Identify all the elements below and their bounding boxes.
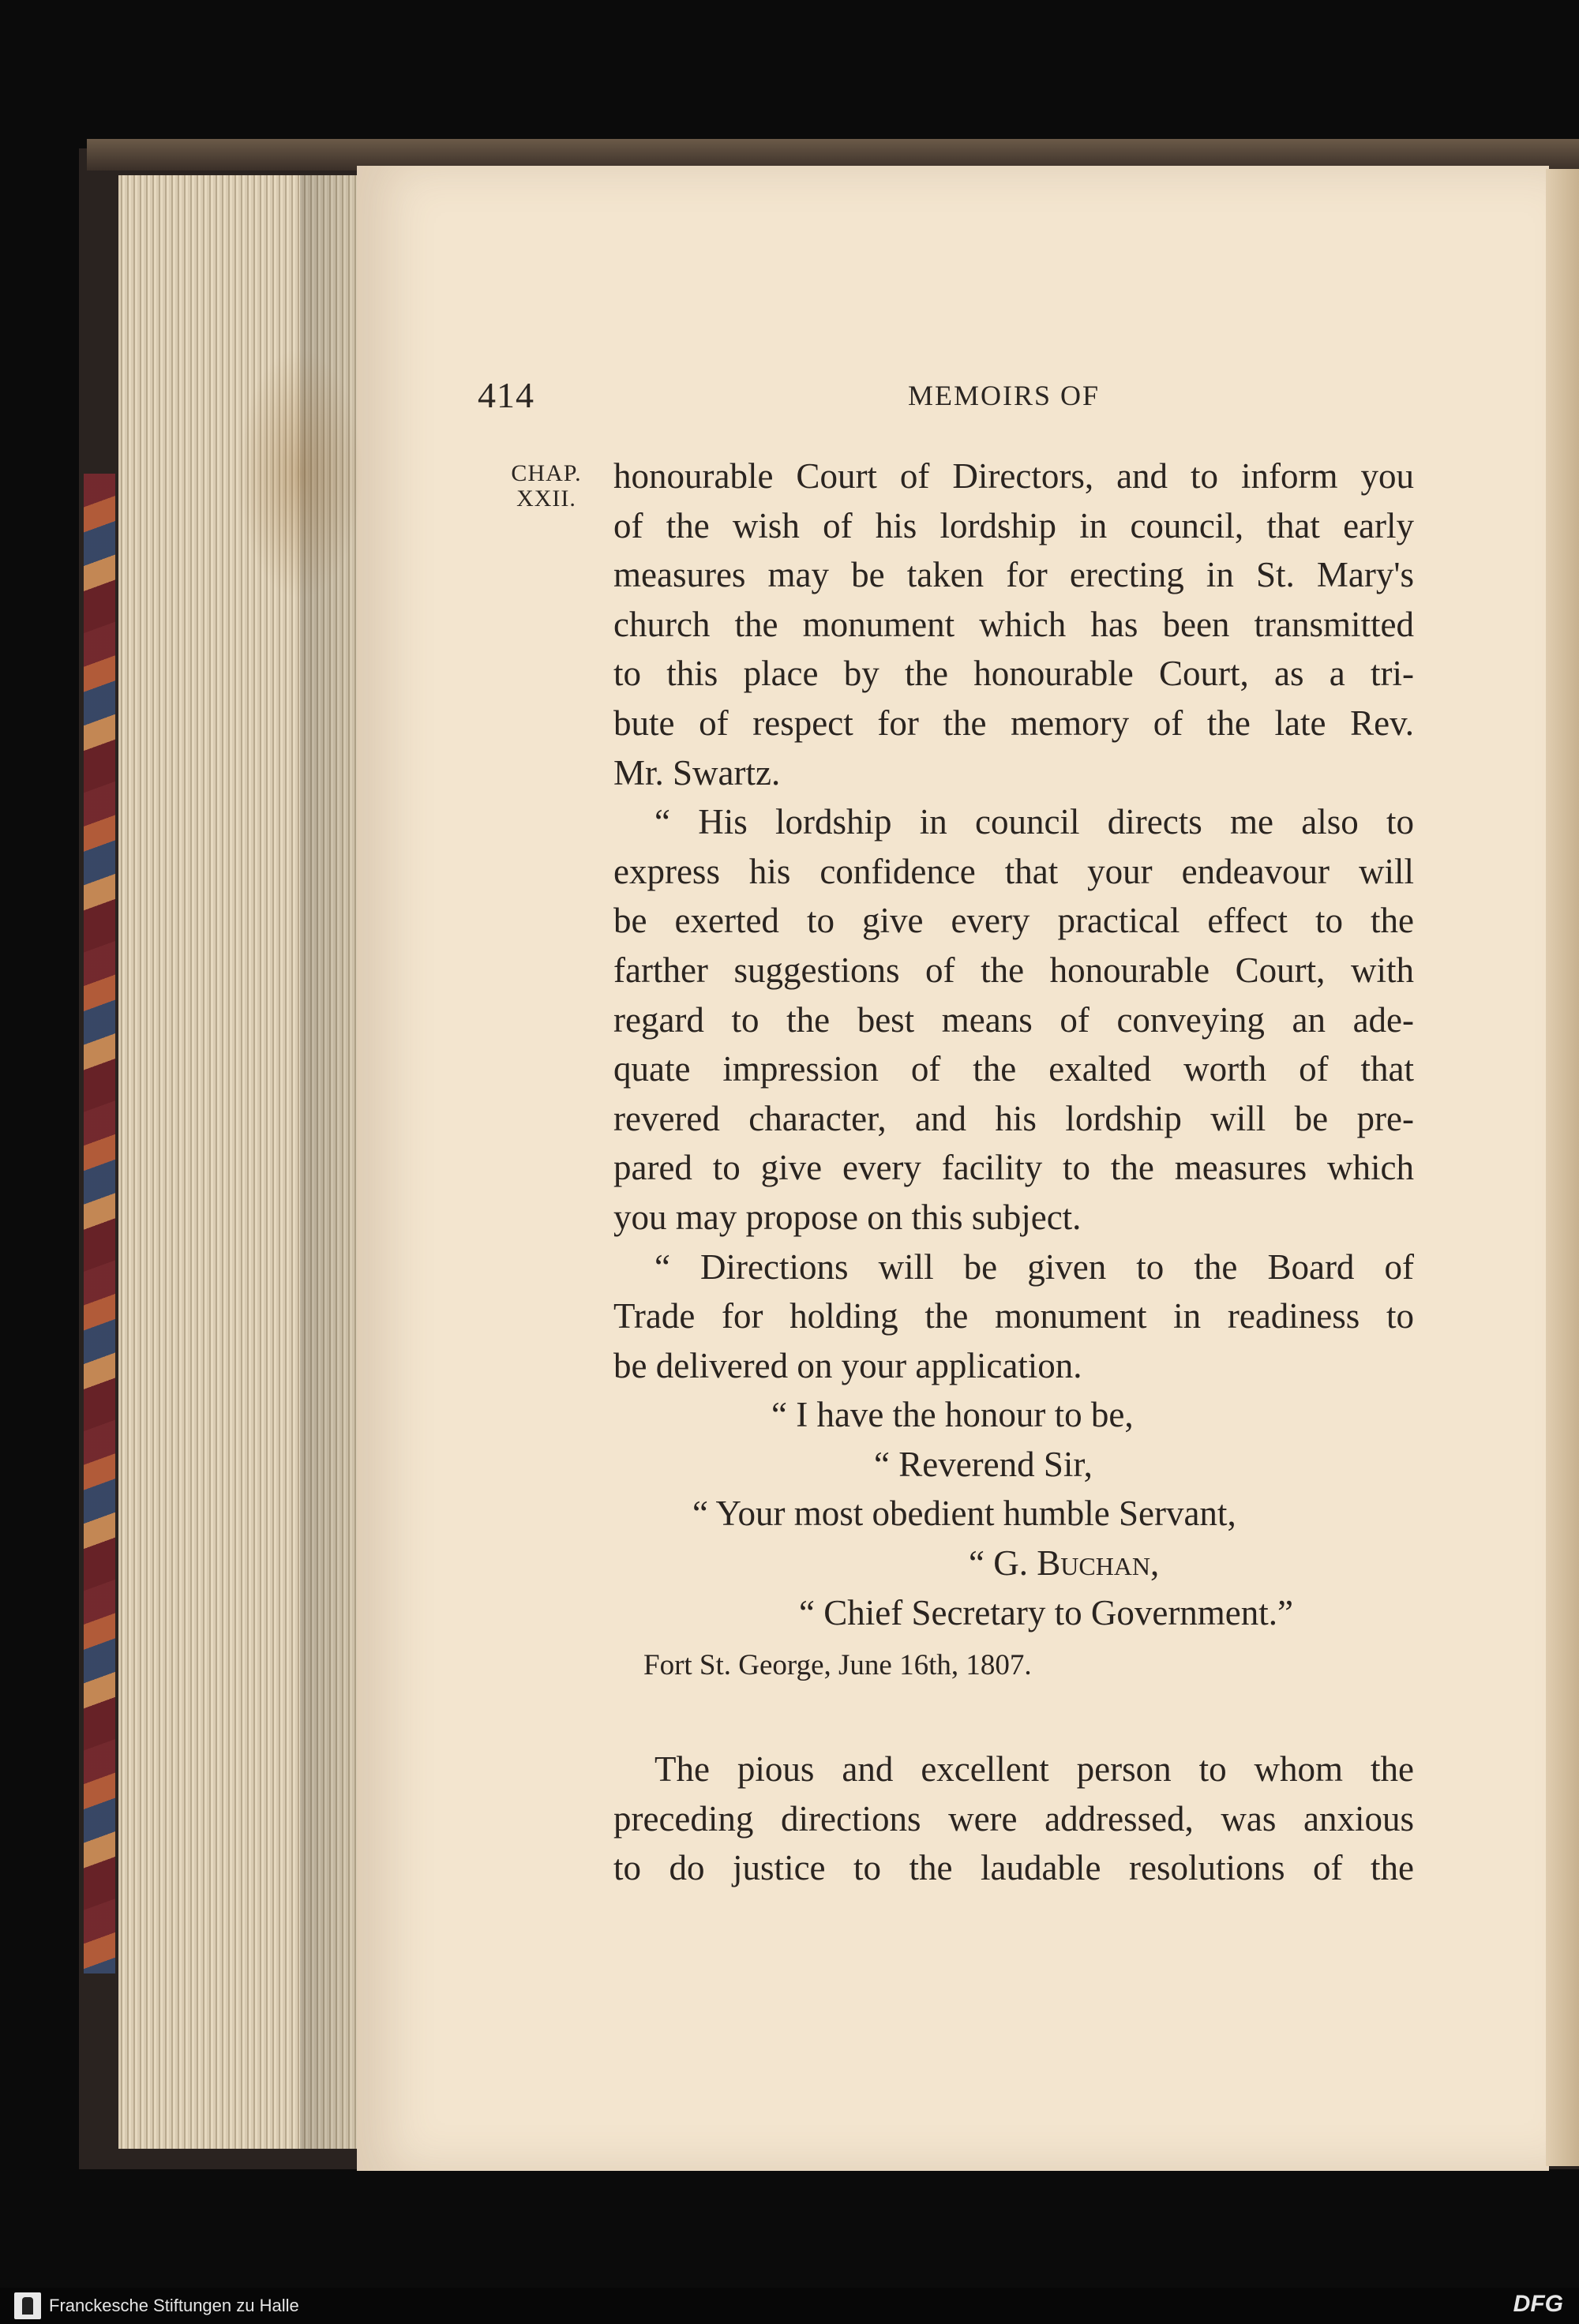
text-line: pared to give every facility to the measures which — [613, 1148, 1414, 1188]
running-head — [0, 374, 1579, 422]
text-line: express his confidence that your endeavour will — [613, 851, 1414, 891]
text-line: measures may be taken for erecting in St. Mary's — [613, 555, 1414, 595]
chapter-number: XXII. — [516, 485, 576, 512]
closing-paragraph — [613, 1745, 1414, 1893]
dateline: Fort St. George, June 16th, 1807. — [643, 1649, 1032, 1681]
text-line: be delivered on your application. — [613, 1345, 1082, 1385]
text-line: quate impression of the exalted worth of that — [613, 1049, 1414, 1089]
text-line: preceding directions were addressed, was anxious — [613, 1798, 1414, 1839]
signature-title: “ Chief Secretary to Government.” — [799, 1592, 1294, 1632]
text-line: Mr. Swartz. — [613, 752, 781, 793]
running-head-title: MEMOIRS OF — [908, 380, 1101, 411]
signature-line: “ Your most obedient humble Servant, — [692, 1494, 1236, 1534]
marbled-endpaper — [84, 474, 115, 1974]
text-line: you may propose on this subject. — [613, 1197, 1082, 1237]
text-line: of the wish of his lordship in council, that early — [613, 505, 1414, 545]
text-line: Trade for holding the monument in readiness to — [613, 1296, 1414, 1336]
text-line: be exerted to give every practical effect to the — [613, 901, 1414, 941]
text-line: to this place by the honourable Court, as a tri- — [613, 654, 1414, 694]
signature-line: “ Reverend Sir, — [874, 1444, 1093, 1484]
dfg-logo: DFG — [1513, 2291, 1563, 2317]
facing-page-edge — [1546, 169, 1579, 2166]
chapter-margin-note — [499, 461, 594, 512]
text-line: farther suggestions of the honourable Court, with — [613, 950, 1414, 990]
text-line: regard to the best means of conveying an ade- — [613, 999, 1414, 1040]
text-line: to do justice to the laudable resolutions of the — [613, 1848, 1414, 1888]
text-line: revered character, and his lordship will be pre- — [613, 1098, 1414, 1138]
text-line: honourable Court of Directors, and to inform you — [613, 456, 1414, 496]
chapter-label: CHAP. — [511, 460, 582, 486]
page-number: 414 — [478, 375, 534, 415]
body-text — [613, 452, 1414, 1637]
viewer-footer — [0, 2288, 1579, 2324]
institution-logo-icon — [14, 2292, 41, 2319]
text-line: “ His lordship in council directs me also to — [654, 802, 1414, 842]
text-line: “ Directions will be given to the Board of — [654, 1246, 1414, 1287]
text-line: The pious and excellent person to whom the — [654, 1749, 1414, 1789]
text-line: church the monument which has been transmitted — [613, 604, 1414, 644]
text-line: bute of respect for the memory of the late Rev. — [613, 703, 1414, 743]
signature-name: “ G. Buchan, — [969, 1543, 1160, 1584]
institution-name: Franckesche Stiftungen zu Halle — [49, 2296, 299, 2315]
signature-line: “ I have the honour to be, — [771, 1395, 1134, 1435]
